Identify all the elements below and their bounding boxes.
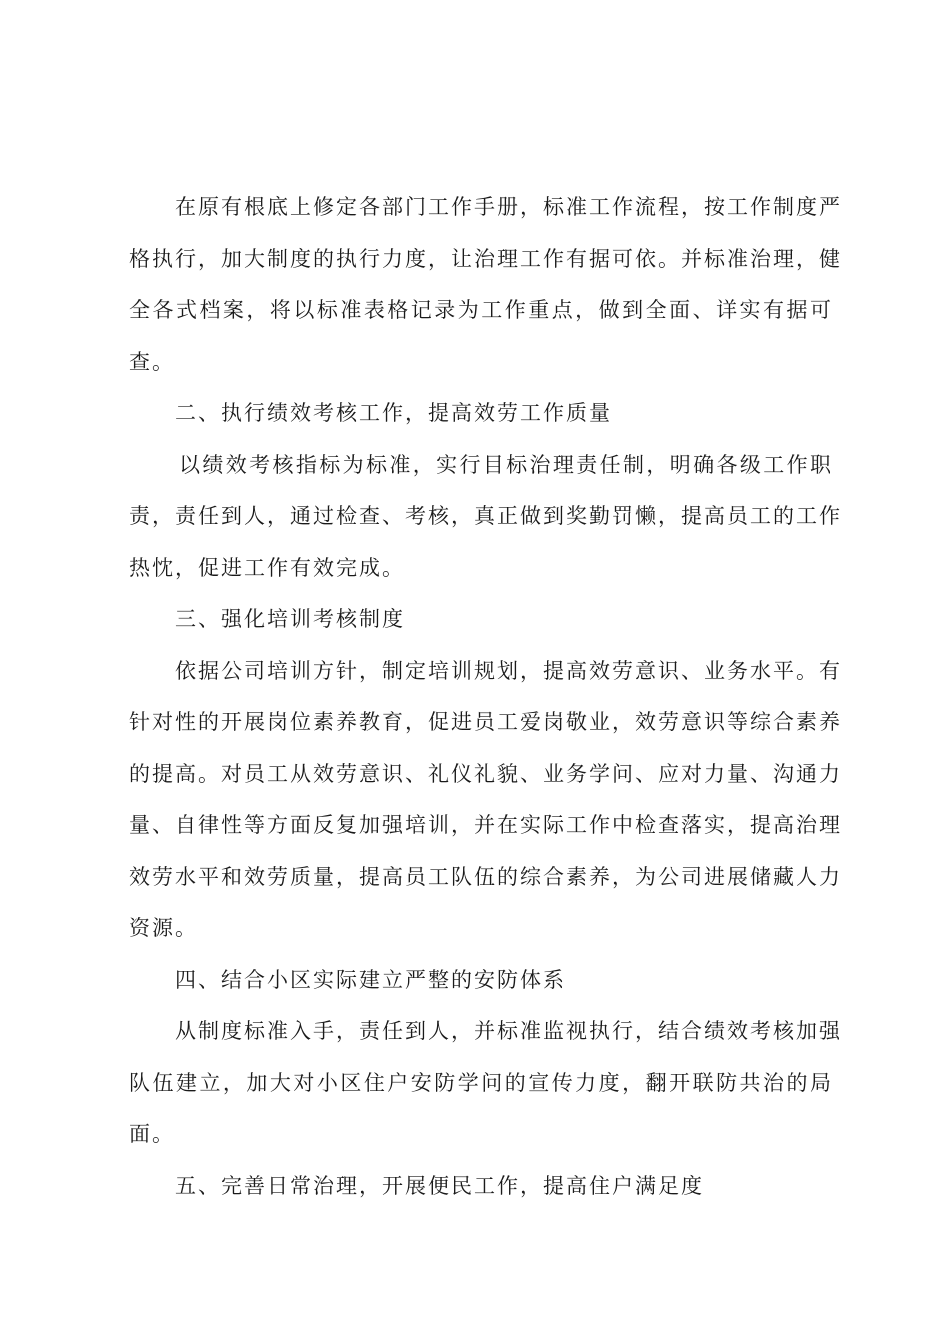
paragraph-3-line-3: 的提高。对员工从效劳意识、礼仪礼貌、业务学问、应对力量、沟通力	[129, 761, 842, 786]
paragraph-2-line-3: 热忱，促进工作有效完成。	[129, 555, 405, 580]
paragraph-3-line-2: 针对性的开展岗位素养教育，促进员工爱岗敬业，效劳意识等综合素养	[129, 710, 842, 734]
document-body	[129, 182, 842, 1212]
paragraph-4-line-3: 面。	[129, 1122, 175, 1146]
paragraph-3-line-4: 量、自律性等方面反复加强培训，并在实际工作中检查落实，提高治理	[129, 813, 842, 837]
paragraph-2-line-1: 以绩效考核指标为标准，实行目标治理责任制，明确各级工作职	[179, 452, 833, 477]
paragraph-3-line-5: 效劳水平和效劳质量，提高员工队伍的综合素养，为公司进展储藏人力	[129, 864, 842, 889]
paragraph-3-line-1: 依据公司培训方针，制定培训规划，提高效劳意识、业务水平。有	[175, 658, 842, 683]
section-heading-3: 三、强化培训考核制度	[175, 607, 405, 631]
paragraph-2-line-2: 责，责任到人，通过检查、考核，真正做到奖勤罚懒，提高员工的工作	[129, 504, 842, 528]
section-heading-2: 二、执行绩效考核工作，提高效劳工作质量	[175, 401, 612, 425]
section-heading-4: 四、结合小区实际建立严整的安防体系	[175, 967, 566, 992]
paragraph-1-line-2: 格执行，加大制度的执行力度，让治理工作有据可依。并标准治理，健	[129, 246, 842, 271]
paragraph-4-line-1: 从制度标准入手，责任到人，并标准监视执行，结合绩效考核加强	[175, 1019, 842, 1043]
paragraph-1-line-3: 全各式档案，将以标准表格记录为工作重点，做到全面、详实有据可	[129, 298, 833, 322]
section-heading-5: 五、完善日常治理，开展便民工作，提高住户满足度	[175, 1173, 704, 1198]
paragraph-1-line-4: 查。	[129, 349, 175, 374]
paragraph-3-line-6: 资源。	[129, 916, 198, 940]
paragraph-4-line-2: 队伍建立，加大对小区住户安防学问的宣传力度，翻开联防共治的局	[129, 1070, 833, 1095]
paragraph-1-line-1: 在原有根底上修定各部门工作手册，标准工作流程，按工作制度严	[175, 195, 842, 219]
